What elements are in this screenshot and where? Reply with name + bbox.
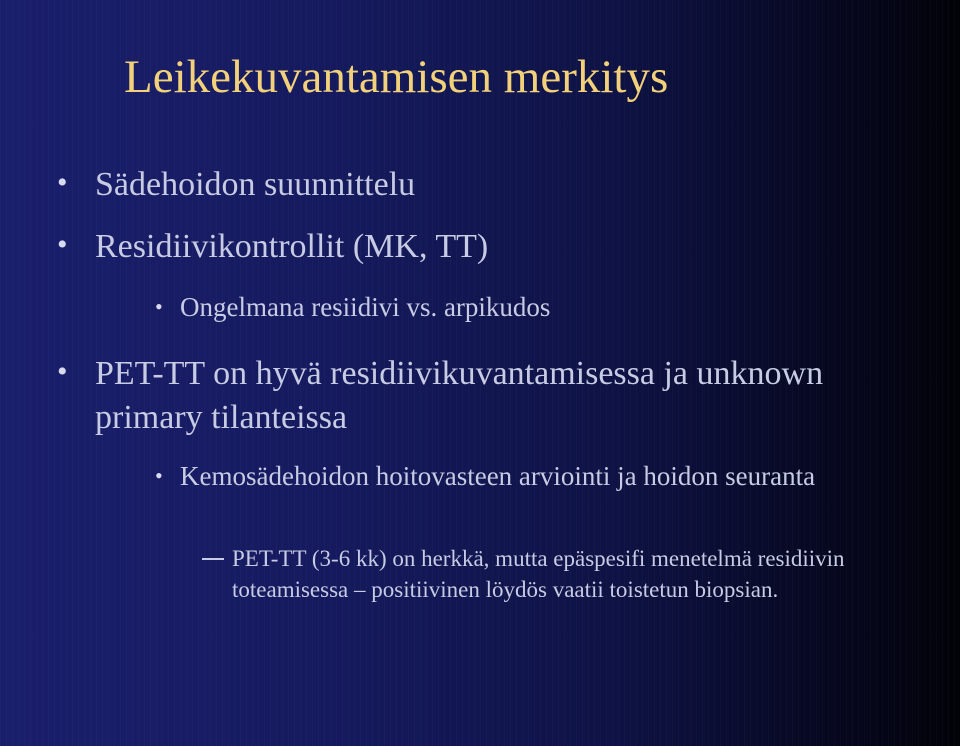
sub-sub-bullet-item xyxy=(232,543,872,605)
bullet-text: Kemosädehoidon hoitovasteen arviointi ja hoidon seuranta xyxy=(180,461,816,491)
bullet-dot-icon: • xyxy=(155,463,163,488)
bullet-dot-icon: • xyxy=(57,355,68,388)
bullet-item xyxy=(57,163,915,207)
bullet-dot-icon: • xyxy=(155,294,163,319)
bullet-dot-icon: • xyxy=(57,228,68,261)
bullet-item xyxy=(57,225,915,269)
sub-bullet-item xyxy=(155,290,860,325)
bullet-item xyxy=(57,352,915,440)
bullet-text: PET-TT (3-6 kk) on herkkä, mutta epäspesifi menetelmä residiivin toteamisessa – positiivinen löydös vaatii toistetun biopsian. xyxy=(232,546,845,602)
slide-title: Leikekuvantamisen merkitys xyxy=(124,51,669,103)
bullet-dot-icon: • xyxy=(57,166,68,199)
bullet-text: Residiivikontrollit (MK, TT) xyxy=(95,228,489,265)
sub-bullet-item xyxy=(155,459,860,494)
bullet-text: PET-TT on hyvä residiivikuvantamisessa ja unknown primary tilanteissa xyxy=(95,355,824,436)
bullet-text: Ongelmana resiidivi vs. arpikudos xyxy=(180,292,551,322)
bullet-text: Sädehoidon suunnittelu xyxy=(95,166,416,203)
dash-icon xyxy=(202,558,224,560)
